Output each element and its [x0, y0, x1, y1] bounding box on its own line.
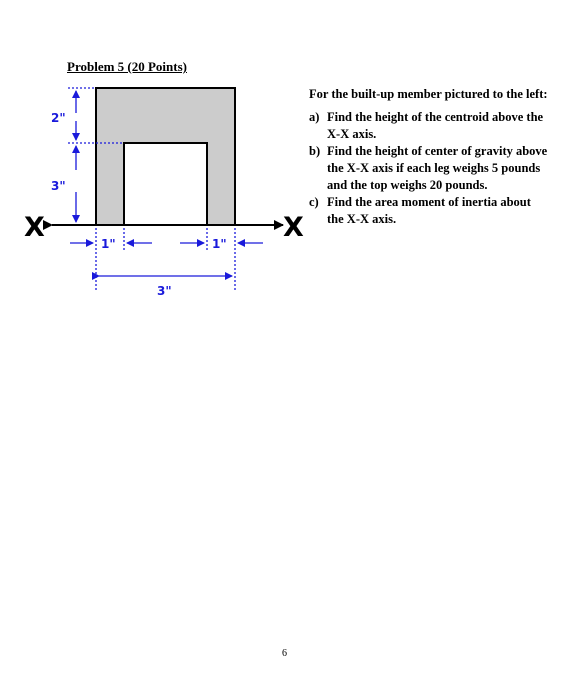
- built-up-member-figure: [0, 0, 310, 300]
- member-shape: [96, 88, 235, 225]
- dim-top-height-label: 2": [51, 111, 66, 125]
- page-number: 6: [282, 648, 287, 659]
- problem-title: Problem 5 (20 Points): [67, 59, 187, 74]
- question-block: [309, 86, 549, 228]
- item-marker: c): [309, 195, 319, 209]
- question-intro: For the built-up member pictured to the left:: [309, 87, 548, 101]
- dim-left-leg-width-label: 1": [101, 237, 116, 251]
- horizontal-dimensions: [70, 228, 263, 290]
- item-text: Find the height of center of gravity above the X-X axis if each leg weighs 5 pounds and the top weighs 20 pounds.: [327, 144, 548, 192]
- axis-label-right: X: [283, 212, 304, 243]
- item-text: Find the height of the centroid above the X-X axis.: [327, 110, 544, 141]
- question-list: [309, 109, 549, 228]
- dim-leg-height-label: 3": [51, 179, 66, 193]
- item-marker: a): [309, 110, 320, 124]
- question-item-b: [309, 143, 549, 194]
- axis-label-left: X: [24, 212, 45, 243]
- dim-right-leg-width-label: 1": [212, 237, 227, 251]
- question-item-a: [309, 109, 549, 143]
- item-text: Find the area moment of inertia about the X-X axis.: [327, 195, 531, 226]
- question-item-c: [309, 194, 549, 228]
- item-marker: b): [309, 144, 321, 158]
- dim-total-width-label: 3": [157, 284, 172, 298]
